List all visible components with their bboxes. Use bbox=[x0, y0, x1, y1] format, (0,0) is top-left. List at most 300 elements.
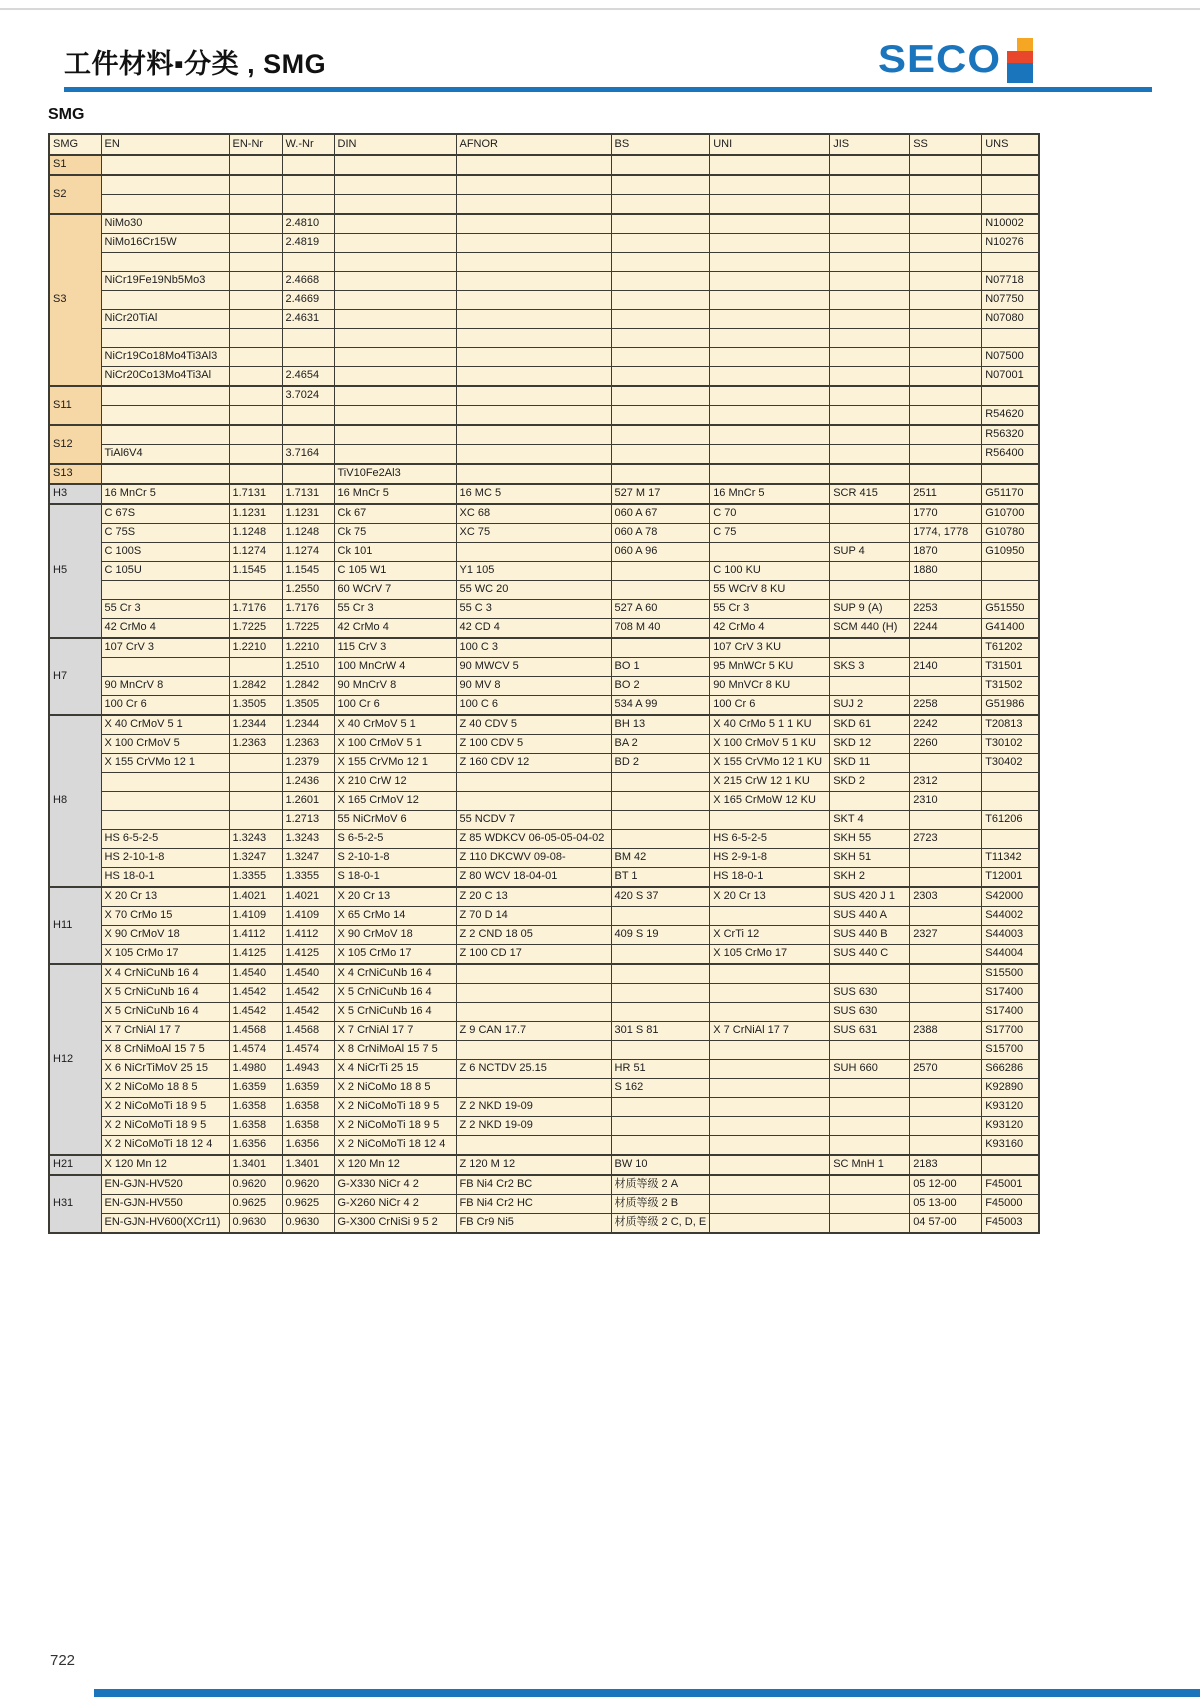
table-cell: X 2 NiCoMo 18 8 5 bbox=[334, 1079, 456, 1098]
table-cell bbox=[710, 907, 830, 926]
table-cell bbox=[456, 543, 611, 562]
table-cell bbox=[830, 1041, 910, 1060]
table-cell bbox=[982, 830, 1039, 849]
table-cell bbox=[710, 214, 830, 234]
table-cell bbox=[982, 792, 1039, 811]
table-cell: S 18-0-1 bbox=[334, 868, 456, 888]
table-cell bbox=[611, 792, 710, 811]
table-cell bbox=[710, 253, 830, 272]
table-cell: X 105 CrMo 17 bbox=[334, 945, 456, 965]
table-cell: 1.2210 bbox=[282, 638, 334, 658]
table-cell: G51170 bbox=[982, 484, 1039, 504]
table-cell: 2244 bbox=[910, 619, 982, 639]
table-cell: 420 S 37 bbox=[611, 887, 710, 907]
table-cell: R56400 bbox=[982, 445, 1039, 465]
table-cell: X 210 CrW 12 bbox=[334, 773, 456, 792]
column-header: UNI bbox=[710, 134, 830, 155]
table-cell: 1.4540 bbox=[229, 964, 282, 984]
table-cell bbox=[101, 792, 229, 811]
smg-group-label-H7: H7 bbox=[49, 638, 101, 715]
header-divider-rule bbox=[64, 87, 1152, 92]
table-cell bbox=[334, 175, 456, 195]
table-cell: 2260 bbox=[910, 735, 982, 754]
table-cell: XC 75 bbox=[456, 524, 611, 543]
table-cell: 1.2379 bbox=[282, 754, 334, 773]
table-cell bbox=[982, 253, 1039, 272]
table-cell bbox=[229, 464, 282, 484]
table-cell: 1.2713 bbox=[282, 811, 334, 830]
table-cell bbox=[910, 367, 982, 387]
table-cell: SCM 440 (H) bbox=[830, 619, 910, 639]
table-cell: 1.7131 bbox=[229, 484, 282, 504]
table-cell: 16 MnCr 5 bbox=[710, 484, 830, 504]
table-cell: C 75S bbox=[101, 524, 229, 543]
table-cell bbox=[910, 272, 982, 291]
table-cell: 1.7225 bbox=[229, 619, 282, 639]
table-cell: 1.4021 bbox=[229, 887, 282, 907]
table-cell bbox=[982, 329, 1039, 348]
table-cell bbox=[456, 329, 611, 348]
table-cell bbox=[611, 445, 710, 465]
table-cell: BT 1 bbox=[611, 868, 710, 888]
table-cell: F45001 bbox=[982, 1175, 1039, 1195]
table-cell bbox=[910, 329, 982, 348]
table-cell: 1.6358 bbox=[282, 1098, 334, 1117]
table-cell bbox=[334, 310, 456, 329]
table-cell: 材质等级 2 B bbox=[611, 1195, 710, 1214]
table-row bbox=[49, 272, 1039, 291]
table-cell bbox=[229, 348, 282, 367]
table-cell: C 75 bbox=[710, 524, 830, 543]
table-cell: TiV10Fe2Al3 bbox=[334, 464, 456, 484]
table-cell bbox=[611, 195, 710, 215]
table-cell: Ck 101 bbox=[334, 543, 456, 562]
table-cell: 1.4568 bbox=[282, 1022, 334, 1041]
table-cell bbox=[229, 754, 282, 773]
table-cell: HS 6-5-2-5 bbox=[710, 830, 830, 849]
table-cell: G-X260 NiCr 4 2 bbox=[334, 1195, 456, 1214]
table-cell bbox=[334, 234, 456, 253]
table-cell: 2258 bbox=[910, 696, 982, 716]
table-cell: Z 2 NKD 19-09 bbox=[456, 1098, 611, 1117]
smg-group-label-H11: H11 bbox=[49, 887, 101, 964]
table-row bbox=[49, 214, 1039, 234]
seco-logo-text: SECO bbox=[878, 36, 1002, 81]
table-cell: K93120 bbox=[982, 1117, 1039, 1136]
table-cell: S17700 bbox=[982, 1022, 1039, 1041]
table-cell bbox=[830, 562, 910, 581]
table-cell bbox=[334, 214, 456, 234]
page-bottom-bar bbox=[94, 1689, 1200, 1697]
table-cell: N07080 bbox=[982, 310, 1039, 329]
table-cell: 1.4125 bbox=[229, 945, 282, 965]
table-cell: N07001 bbox=[982, 367, 1039, 387]
table-cell: X 70 CrMo 15 bbox=[101, 907, 229, 926]
smg-group-label-H31: H31 bbox=[49, 1175, 101, 1233]
table-cell: 1.4542 bbox=[282, 984, 334, 1003]
table-cell bbox=[611, 348, 710, 367]
table-cell: Ck 75 bbox=[334, 524, 456, 543]
table-row bbox=[49, 1079, 1039, 1098]
table-cell bbox=[830, 581, 910, 600]
table-cell bbox=[611, 367, 710, 387]
table-cell: 100 C 6 bbox=[456, 696, 611, 716]
table-cell: 301 S 81 bbox=[611, 1022, 710, 1041]
table-cell: X 8 CrNiMoAl 15 7 5 bbox=[101, 1041, 229, 1060]
seco-logo bbox=[878, 38, 1033, 83]
smg-group-label-H3: H3 bbox=[49, 484, 101, 504]
table-cell: 1.2842 bbox=[229, 677, 282, 696]
table-row bbox=[49, 425, 1039, 445]
table-cell bbox=[101, 253, 229, 272]
table-cell: N07718 bbox=[982, 272, 1039, 291]
table-cell: 107 CrV 3 bbox=[101, 638, 229, 658]
table-cell: X 100 CrMoV 5 bbox=[101, 735, 229, 754]
table-cell bbox=[910, 1079, 982, 1098]
table-cell bbox=[830, 214, 910, 234]
table-cell: BH 13 bbox=[611, 715, 710, 735]
table-cell bbox=[229, 773, 282, 792]
table-cell bbox=[456, 175, 611, 195]
table-cell bbox=[710, 1003, 830, 1022]
table-cell bbox=[710, 1155, 830, 1175]
column-header: W.-Nr bbox=[282, 134, 334, 155]
table-cell: 42 CrMo 4 bbox=[334, 619, 456, 639]
table-cell: S15700 bbox=[982, 1041, 1039, 1060]
table-cell: SKD 12 bbox=[830, 735, 910, 754]
table-cell bbox=[611, 964, 710, 984]
table-cell bbox=[830, 291, 910, 310]
table-cell bbox=[830, 406, 910, 426]
table-cell: HR 51 bbox=[611, 1060, 710, 1079]
table-cell: X 165 CrMoW 12 KU bbox=[710, 792, 830, 811]
table-cell: 05 12-00 bbox=[910, 1175, 982, 1195]
table-cell bbox=[282, 425, 334, 445]
table-cell: SC MnH 1 bbox=[830, 1155, 910, 1175]
table-cell bbox=[334, 329, 456, 348]
table-cell: X 90 CrMoV 18 bbox=[334, 926, 456, 945]
table-cell: 1.1231 bbox=[229, 504, 282, 524]
table-cell: S44003 bbox=[982, 926, 1039, 945]
table-cell: F45003 bbox=[982, 1214, 1039, 1234]
table-cell: X 2 NiCoMoTi 18 12 4 bbox=[101, 1136, 229, 1156]
table-cell: 1.2842 bbox=[282, 677, 334, 696]
table-cell bbox=[611, 562, 710, 581]
table-row bbox=[49, 1003, 1039, 1022]
table-cell: 1.6356 bbox=[282, 1136, 334, 1156]
table-cell: 1880 bbox=[910, 562, 982, 581]
table-cell: 55 NiCrMoV 6 bbox=[334, 811, 456, 830]
table-cell: 90 MnCrV 8 bbox=[334, 677, 456, 696]
table-cell bbox=[101, 195, 229, 215]
table-cell: X 7 CrNiAl 17 7 bbox=[334, 1022, 456, 1041]
table-cell bbox=[710, 1079, 830, 1098]
table-row bbox=[49, 1155, 1039, 1175]
table-cell bbox=[334, 155, 456, 175]
table-cell bbox=[710, 329, 830, 348]
table-cell: 1.1248 bbox=[229, 524, 282, 543]
table-cell bbox=[456, 195, 611, 215]
table-cell: X 40 CrMoV 5 1 bbox=[334, 715, 456, 735]
table-cell bbox=[611, 253, 710, 272]
table-cell: Z 70 D 14 bbox=[456, 907, 611, 926]
table-cell bbox=[456, 214, 611, 234]
table-cell: SKH 51 bbox=[830, 849, 910, 868]
table-cell bbox=[334, 272, 456, 291]
table-cell: 1.3355 bbox=[282, 868, 334, 888]
table-cell bbox=[456, 1003, 611, 1022]
table-row bbox=[49, 195, 1039, 215]
table-cell: BW 10 bbox=[611, 1155, 710, 1175]
table-cell: S44004 bbox=[982, 945, 1039, 965]
table-cell bbox=[830, 964, 910, 984]
table-cell: 2312 bbox=[910, 773, 982, 792]
table-cell bbox=[830, 386, 910, 406]
table-cell bbox=[830, 677, 910, 696]
table-cell: 1.4109 bbox=[282, 907, 334, 926]
table-row bbox=[49, 964, 1039, 984]
table-cell bbox=[456, 155, 611, 175]
table-cell bbox=[611, 155, 710, 175]
table-cell bbox=[611, 175, 710, 195]
smg-group-label-H21: H21 bbox=[49, 1155, 101, 1175]
table-cell bbox=[456, 425, 611, 445]
table-cell: Z 6 NCTDV 25.15 bbox=[456, 1060, 611, 1079]
table-cell bbox=[611, 1136, 710, 1156]
table-cell: G51550 bbox=[982, 600, 1039, 619]
table-cell: EN-GJN-HV550 bbox=[101, 1195, 229, 1214]
table-cell bbox=[830, 638, 910, 658]
table-cell: 42 CrMo 4 bbox=[101, 619, 229, 639]
table-cell bbox=[710, 406, 830, 426]
table-cell: 1.6359 bbox=[282, 1079, 334, 1098]
table-cell: SUS 630 bbox=[830, 1003, 910, 1022]
table-cell bbox=[611, 291, 710, 310]
table-row bbox=[49, 887, 1039, 907]
table-row bbox=[49, 406, 1039, 426]
table-cell: 2183 bbox=[910, 1155, 982, 1175]
table-cell bbox=[611, 1098, 710, 1117]
table-cell bbox=[229, 175, 282, 195]
table-cell: X 105 CrMo 17 bbox=[101, 945, 229, 965]
table-cell: NiCr19Co18Mo4Ti3Al3 bbox=[101, 348, 229, 367]
table-cell: 材质等级 2 C, D, E bbox=[611, 1214, 710, 1234]
table-cell bbox=[830, 1098, 910, 1117]
table-cell bbox=[611, 310, 710, 329]
table-cell: 0.9620 bbox=[229, 1175, 282, 1195]
table-cell: K92890 bbox=[982, 1079, 1039, 1098]
table-cell bbox=[910, 907, 982, 926]
column-header: JIS bbox=[830, 134, 910, 155]
table-row bbox=[49, 984, 1039, 1003]
table-row bbox=[49, 1041, 1039, 1060]
table-cell: Z 2 CND 18 05 bbox=[456, 926, 611, 945]
table-cell bbox=[830, 195, 910, 215]
smg-group-label-H12: H12 bbox=[49, 964, 101, 1155]
table-row bbox=[49, 907, 1039, 926]
material-table bbox=[48, 133, 1040, 1234]
table-cell: K93160 bbox=[982, 1136, 1039, 1156]
table-cell: X 4 CrNiCuNb 16 4 bbox=[101, 964, 229, 984]
table-cell: 2140 bbox=[910, 658, 982, 677]
table-row bbox=[49, 1195, 1039, 1214]
table-cell: NiCr20TiAl bbox=[101, 310, 229, 329]
header-row bbox=[49, 134, 1039, 155]
table-cell: X 4 CrNiCuNb 16 4 bbox=[334, 964, 456, 984]
table-row bbox=[49, 792, 1039, 811]
table-cell: 2.4668 bbox=[282, 272, 334, 291]
table-cell bbox=[710, 367, 830, 387]
table-cell: X 90 CrMoV 18 bbox=[101, 926, 229, 945]
table-cell bbox=[101, 773, 229, 792]
page-number: 722 bbox=[50, 1652, 76, 1669]
table-cell bbox=[982, 386, 1039, 406]
table-cell bbox=[710, 1041, 830, 1060]
table-row bbox=[49, 291, 1039, 310]
table-cell bbox=[830, 155, 910, 175]
table-cell bbox=[229, 406, 282, 426]
table-cell bbox=[910, 1136, 982, 1156]
table-cell: 1.1545 bbox=[229, 562, 282, 581]
table-cell bbox=[334, 348, 456, 367]
table-cell: T61202 bbox=[982, 638, 1039, 658]
table-cell: C 67S bbox=[101, 504, 229, 524]
table-cell: XC 68 bbox=[456, 504, 611, 524]
table-cell bbox=[334, 445, 456, 465]
table-cell bbox=[229, 195, 282, 215]
table-cell: SKD 2 bbox=[830, 773, 910, 792]
table-row bbox=[49, 811, 1039, 830]
table-cell: 1.7176 bbox=[282, 600, 334, 619]
table-cell bbox=[611, 945, 710, 965]
table-cell: 2511 bbox=[910, 484, 982, 504]
table-cell bbox=[334, 425, 456, 445]
table-cell: 527 A 60 bbox=[611, 600, 710, 619]
table-cell bbox=[334, 291, 456, 310]
table-cell: SKH 55 bbox=[830, 830, 910, 849]
table-cell bbox=[229, 425, 282, 445]
table-cell bbox=[101, 425, 229, 445]
table-cell: T12001 bbox=[982, 868, 1039, 888]
table-cell: 0.9625 bbox=[229, 1195, 282, 1214]
table-cell: X 2 NiCoMo 18 8 5 bbox=[101, 1079, 229, 1098]
table-cell bbox=[456, 406, 611, 426]
table-cell bbox=[710, 195, 830, 215]
table-cell bbox=[830, 504, 910, 524]
table-cell: 04 57-00 bbox=[910, 1214, 982, 1234]
table-cell bbox=[910, 175, 982, 195]
table-cell: 1.2344 bbox=[282, 715, 334, 735]
table-row bbox=[49, 735, 1039, 754]
table-cell bbox=[710, 175, 830, 195]
table-cell: X 215 CrW 12 1 KU bbox=[710, 773, 830, 792]
table-cell: X 2 NiCoMoTi 18 9 5 bbox=[101, 1117, 229, 1136]
table-cell: 1.3247 bbox=[229, 849, 282, 868]
table-cell: S44002 bbox=[982, 907, 1039, 926]
table-cell bbox=[101, 155, 229, 175]
table-row bbox=[49, 1175, 1039, 1195]
table-cell: 2.4669 bbox=[282, 291, 334, 310]
table-cell bbox=[710, 1175, 830, 1195]
table-cell bbox=[101, 658, 229, 677]
table-cell bbox=[456, 253, 611, 272]
table-cell: Z 120 M 12 bbox=[456, 1155, 611, 1175]
table-cell bbox=[982, 581, 1039, 600]
table-cell bbox=[456, 1136, 611, 1156]
table-cell: 1.4109 bbox=[229, 907, 282, 926]
smg-group-label-S13: S13 bbox=[49, 464, 101, 484]
table-cell bbox=[611, 272, 710, 291]
table-cell: X 40 CrMo 5 1 1 KU bbox=[710, 715, 830, 735]
table-cell: 1.4568 bbox=[229, 1022, 282, 1041]
table-cell bbox=[910, 425, 982, 445]
table-cell bbox=[229, 367, 282, 387]
table-cell bbox=[611, 214, 710, 234]
table-cell: G51986 bbox=[982, 696, 1039, 716]
table-cell: 材质等级 2 A bbox=[611, 1175, 710, 1195]
table-cell bbox=[229, 310, 282, 329]
table-cell: 100 Cr 6 bbox=[710, 696, 830, 716]
table-row bbox=[49, 754, 1039, 773]
table-cell bbox=[334, 386, 456, 406]
table-cell bbox=[830, 1175, 910, 1195]
table-cell: 1.4542 bbox=[229, 984, 282, 1003]
table-cell: SUJ 2 bbox=[830, 696, 910, 716]
table-cell bbox=[456, 272, 611, 291]
table-cell bbox=[910, 234, 982, 253]
table-cell: S 162 bbox=[611, 1079, 710, 1098]
table-row bbox=[49, 638, 1039, 658]
table-cell: 55 Cr 3 bbox=[101, 600, 229, 619]
table-cell: 1.1545 bbox=[282, 562, 334, 581]
column-header: AFNOR bbox=[456, 134, 611, 155]
table-cell: 1.2210 bbox=[229, 638, 282, 658]
table-row bbox=[49, 504, 1039, 524]
table-cell bbox=[910, 945, 982, 965]
table-cell bbox=[334, 195, 456, 215]
smg-group-label-H5: H5 bbox=[49, 504, 101, 638]
table-cell bbox=[229, 658, 282, 677]
table-cell bbox=[334, 253, 456, 272]
table-row bbox=[49, 1022, 1039, 1041]
table-cell bbox=[830, 367, 910, 387]
table-cell: X 165 CrMoV 12 bbox=[334, 792, 456, 811]
table-cell: 1.1274 bbox=[229, 543, 282, 562]
table-cell: X 8 CrNiMoAl 15 7 5 bbox=[334, 1041, 456, 1060]
table-cell bbox=[611, 406, 710, 426]
table-cell bbox=[611, 464, 710, 484]
table-cell bbox=[910, 964, 982, 984]
table-cell bbox=[282, 406, 334, 426]
table-cell bbox=[229, 329, 282, 348]
table-cell: 2327 bbox=[910, 926, 982, 945]
table-cell: 1.3505 bbox=[282, 696, 334, 716]
table-row bbox=[49, 524, 1039, 543]
table-cell bbox=[710, 425, 830, 445]
table-row bbox=[49, 1098, 1039, 1117]
table-cell: X 5 CrNiCuNb 16 4 bbox=[101, 1003, 229, 1022]
table-cell bbox=[910, 348, 982, 367]
table-cell bbox=[910, 1117, 982, 1136]
table-cell: X 120 Mn 12 bbox=[334, 1155, 456, 1175]
table-cell: X 100 CrMoV 5 1 bbox=[334, 735, 456, 754]
table-cell: C 70 bbox=[710, 504, 830, 524]
table-cell bbox=[710, 1098, 830, 1117]
table-cell: X 7 CrNiAl 17 7 bbox=[101, 1022, 229, 1041]
table-cell: Z 2 NKD 19-09 bbox=[456, 1117, 611, 1136]
table-cell: 60 WCrV 7 bbox=[334, 581, 456, 600]
table-cell: 1.3355 bbox=[229, 868, 282, 888]
